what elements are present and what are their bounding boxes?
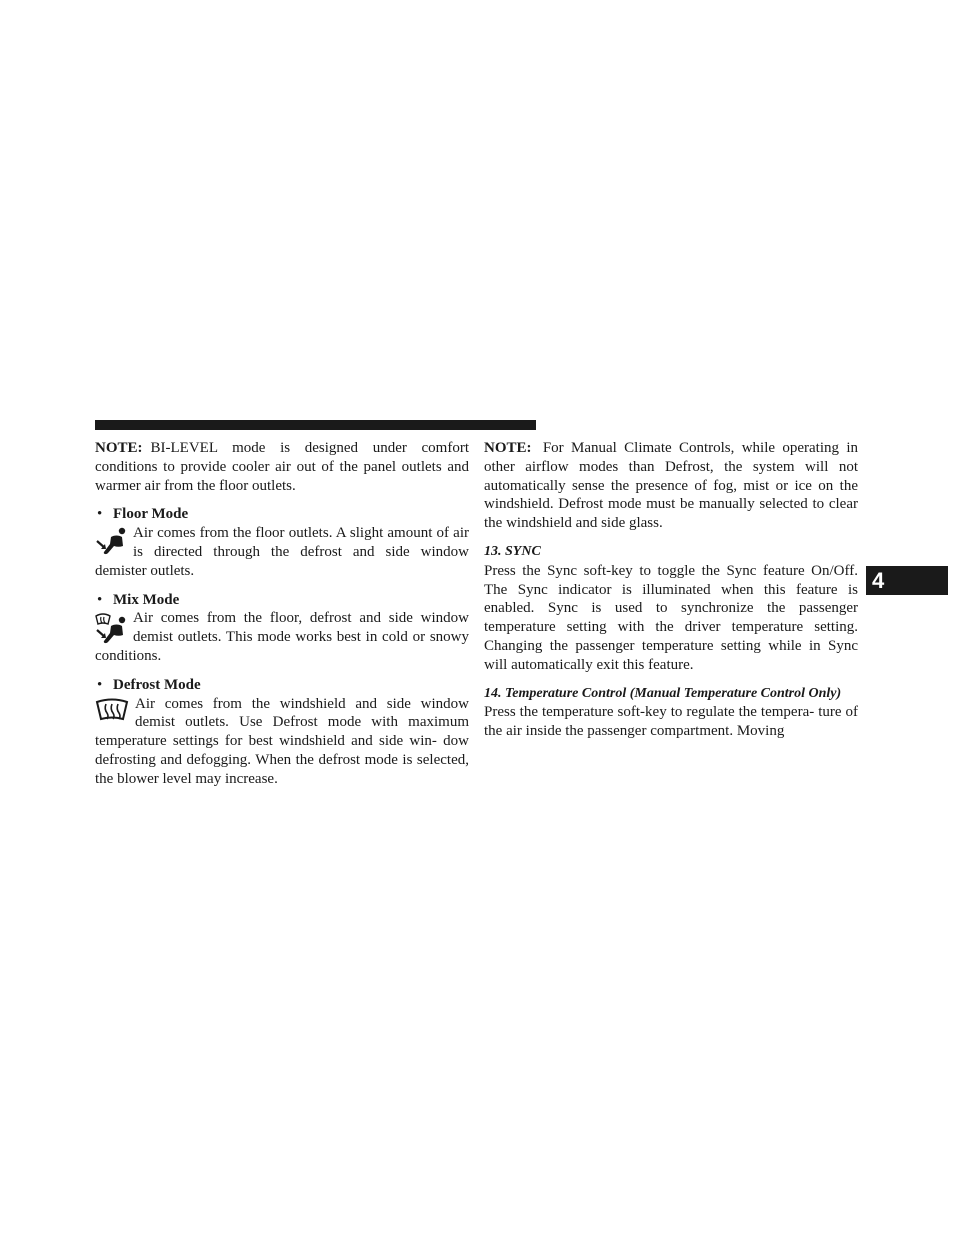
bullet: • [97, 676, 103, 693]
chapter-tab [866, 566, 948, 595]
sync-heading: 13. SYNC [484, 543, 541, 559]
floor-mode-icon [95, 527, 127, 557]
bullet: • [97, 506, 103, 523]
temperature-control-heading: 14. Temperature Control (Manual Temperature Control Only) [484, 685, 842, 701]
floor-mode-text: Air comes from the floor outlets. A slight amount of air is directed through the defrost and side window demister outlets. [95, 525, 469, 579]
mix-mode-text: Air comes from the floor, defrost and side window demist outlets. This mode works best in cold or snowy conditions. [95, 610, 469, 664]
mode-title: Mix Mode [113, 591, 180, 608]
mix-mode-heading [95, 591, 469, 610]
defrost-mode-section [95, 676, 469, 789]
note-text: For Manual Climate Controls, while operating in other airflow modes than Defrost, the system will not automatically sense the presence of fog, mist or ice on the windshield. Defrost mode must be manually selected to clear the windshield and side glass. [484, 440, 858, 532]
bullet: • [97, 591, 103, 608]
chapter-number: 4 [872, 568, 885, 593]
defrost-mode-text: Air comes from the windshield and side window demist outlets. Use Defrost mode with maximum temperature settings for best windshield and side win- dow defrosting and defogging. When the defrost mode is selected, the blower level may increase. [95, 695, 469, 787]
floor-mode-section [95, 505, 469, 580]
bilevel-note [95, 439, 469, 495]
sync-text: Press the Sync soft-key to toggle the Sync feature On/Off. The Sync indicator is illuminated when this feature is enabled. Sync is used to synchronize the passenger temperature setting with the driver temperature setting. Changing the passenger temperature setting while in Sync will automatically exit this feature. [484, 562, 858, 673]
mix-mode-section [95, 591, 469, 666]
note-label: NOTE: [95, 440, 143, 456]
left-column [95, 439, 469, 789]
defrost-mode-icon [95, 698, 129, 722]
mode-title: Defrost Mode [113, 676, 201, 693]
defrost-mode-heading [95, 676, 469, 695]
section-top-rule [95, 420, 536, 430]
right-column [484, 439, 858, 741]
floor-mode-heading [95, 505, 469, 524]
note-text: BI-LEVEL mode is designed under comfort conditions to provide cooler air out of the panel outlets and warmer air from the floor outlets. [95, 440, 469, 494]
note-label: NOTE: [484, 440, 532, 456]
temperature-control-text: Press the temperature soft-key to regulate the tempera- ture of the air inside the passenger compartment. Moving [484, 704, 858, 740]
mix-mode-icon [95, 612, 127, 646]
mode-title: Floor Mode [113, 506, 189, 523]
manual-climate-note [484, 439, 858, 533]
